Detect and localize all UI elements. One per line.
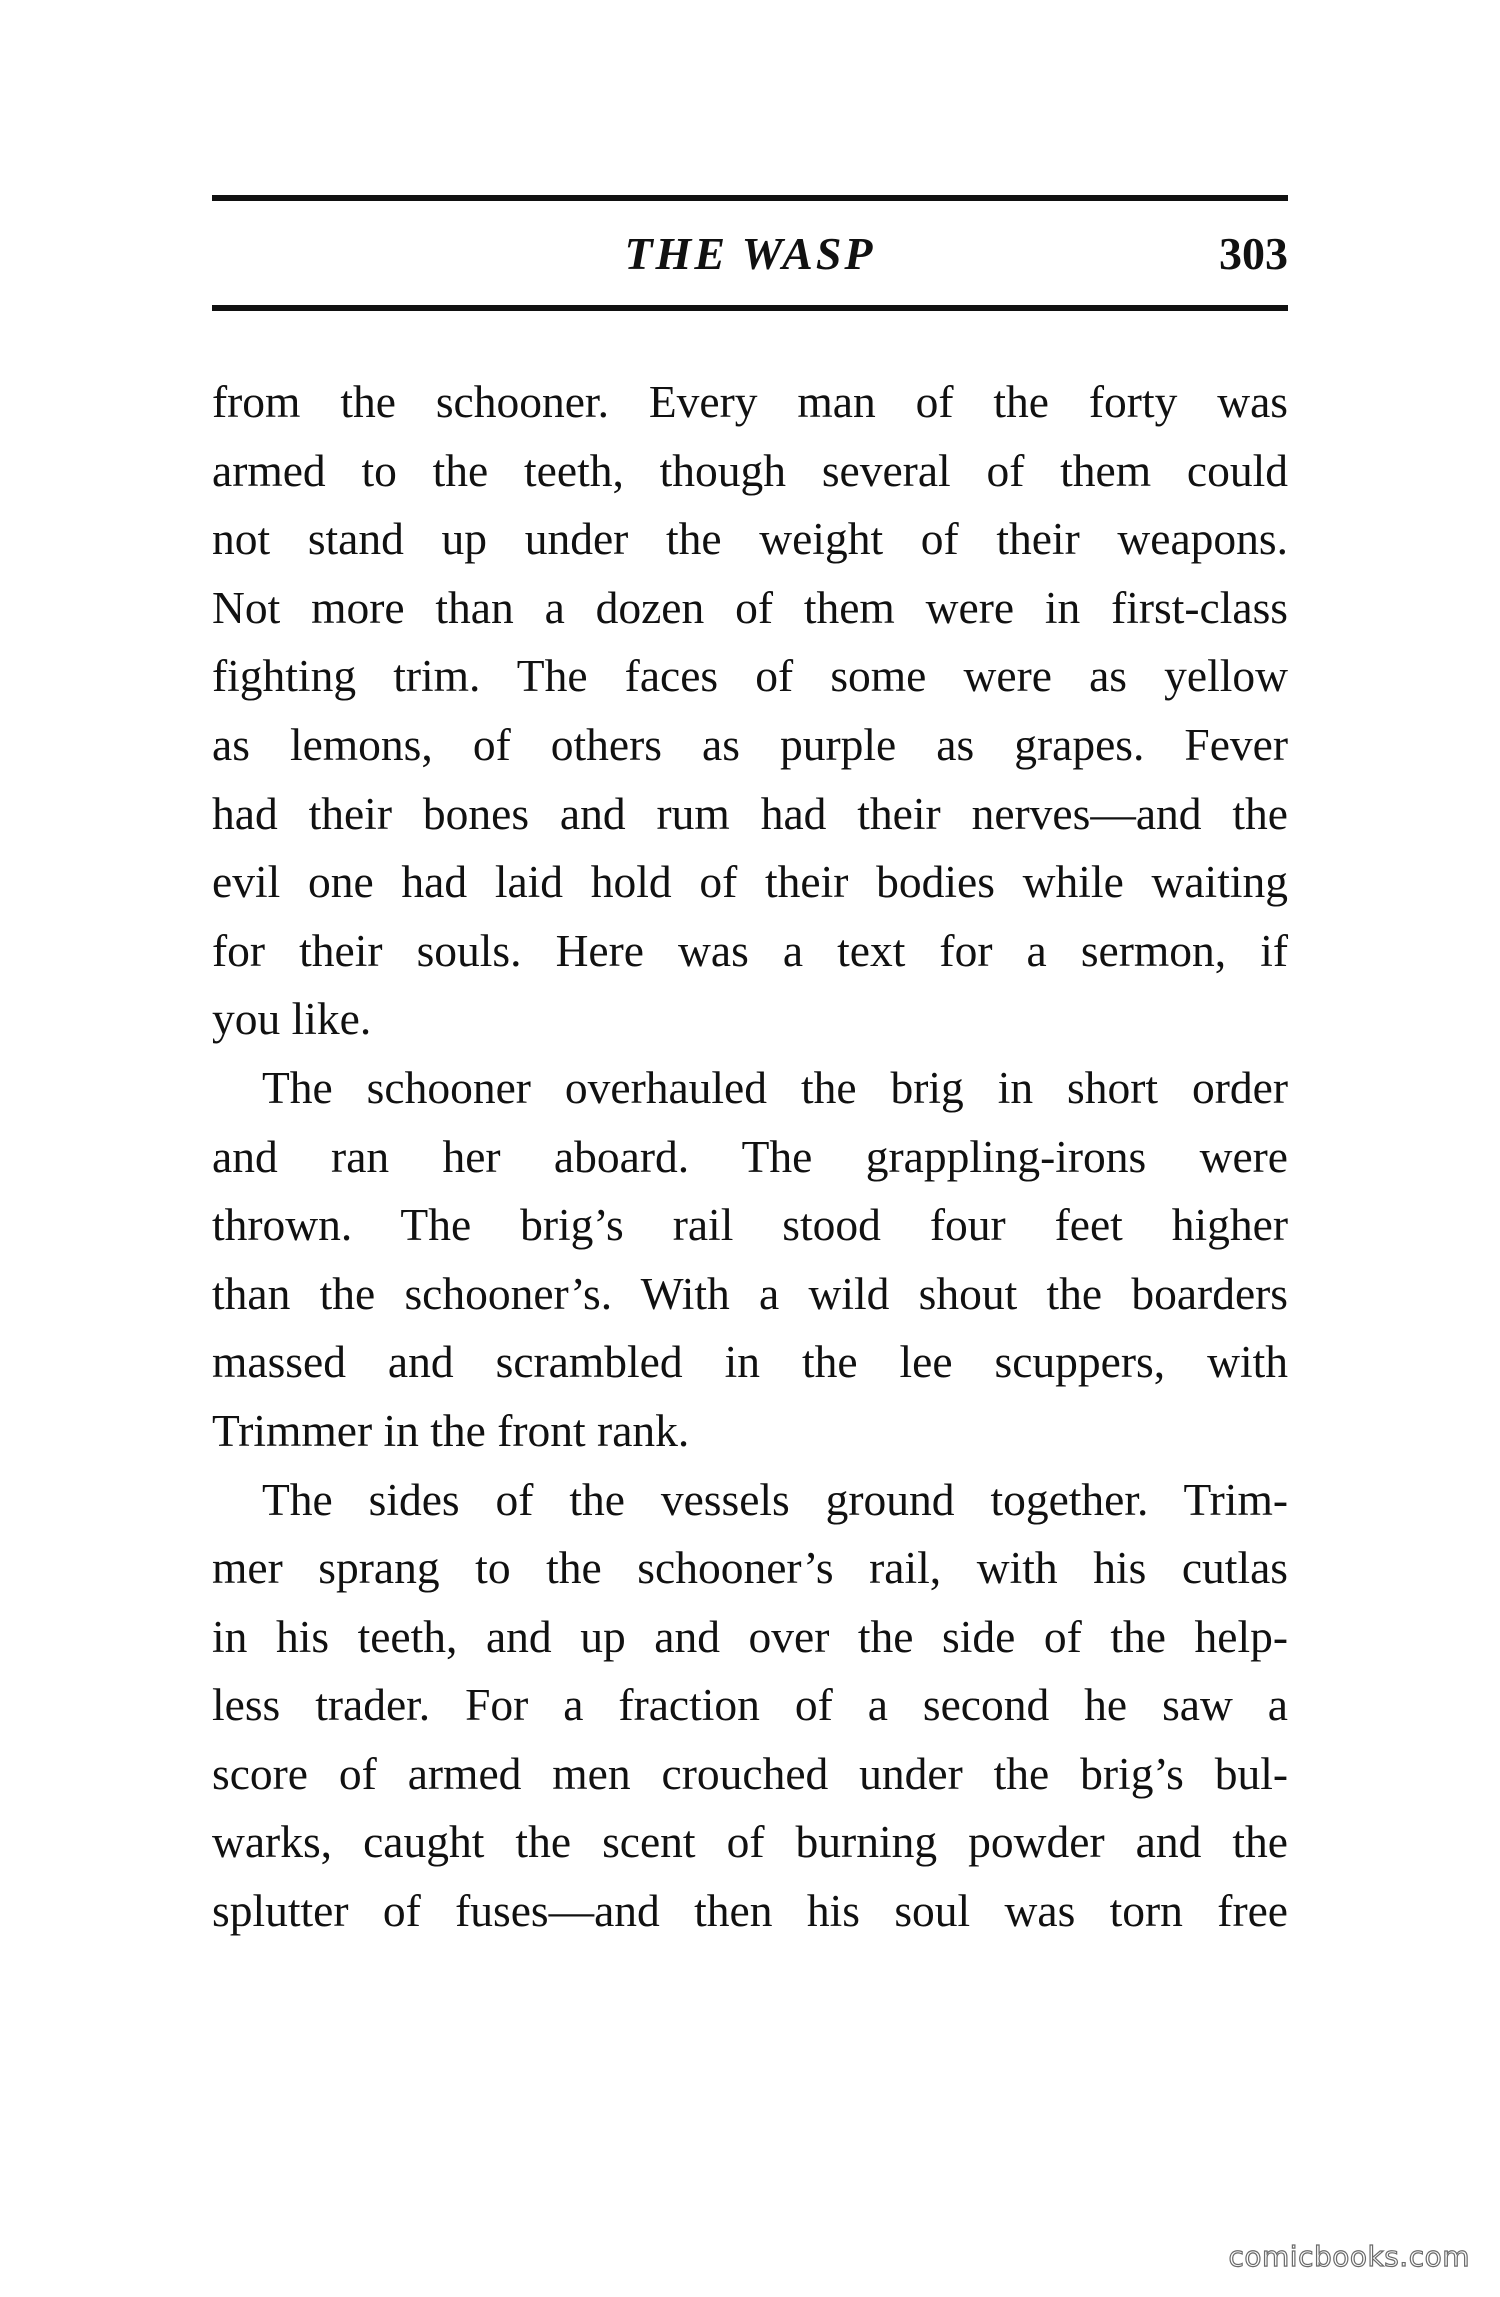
text-line: score of armed men crouched under the brig’s bul- [212, 1747, 1288, 1799]
text-line: The schooner overhauled the brig in short order [262, 1061, 1288, 1113]
header-top-rule [212, 195, 1288, 201]
text-line: and ran her aboard. The grappling-irons were [212, 1130, 1288, 1182]
running-title: THE WASP [624, 228, 876, 279]
text-line: armed to the teeth, though several of them could [212, 444, 1288, 496]
text-line: mer sprang to the schooner’s rail, with his cutlas [212, 1542, 1288, 1594]
text-line: fighting trim. The faces of some were as yellow [212, 650, 1288, 702]
body-text [212, 368, 1288, 1946]
text-line: Trimmer in the front rank. [212, 1404, 690, 1456]
text-line: evil one had laid hold of their bodies while waiting [212, 856, 1288, 908]
paragraph-2 [212, 1054, 1288, 1466]
text-line: had their bones and rum had their nerves—and the [212, 787, 1288, 839]
text-line: as lemons, of others as purple as grapes. Fever [212, 718, 1288, 770]
text-line: you like. [212, 993, 372, 1045]
paragraph-1 [212, 368, 1288, 1054]
text-line: than the schooner’s. With a wild shout the boarders [212, 1267, 1288, 1319]
text-line: Not more than a dozen of them were in first-class [212, 581, 1288, 633]
text-line: massed and scrambled in the lee scuppers, with [212, 1336, 1288, 1388]
text-line: The sides of the vessels ground together. Trim- [262, 1473, 1288, 1525]
text-line: thrown. The brig’s rail stood four feet higher [212, 1199, 1288, 1251]
header-bottom-rule [212, 305, 1288, 311]
paragraph-3 [212, 1466, 1288, 1946]
text-line: for their souls. Here was a text for a sermon, if [212, 924, 1288, 976]
text-line: from the schooner. Every man of the forty was [212, 376, 1288, 427]
text-line: in his teeth, and up and over the side of the help- [212, 1610, 1288, 1662]
watermark: comicbooks.com [1228, 2240, 1470, 2273]
text-line: not stand up under the weight of their weapons. [212, 513, 1288, 565]
text-line: less trader. For a fraction of a second he saw a [212, 1679, 1288, 1731]
page-number: 303 [1219, 228, 1288, 279]
text-line: splutter of fuses—and then his soul was torn free [212, 1885, 1288, 1937]
text-line: warks, caught the scent of burning powder and the [212, 1816, 1288, 1868]
